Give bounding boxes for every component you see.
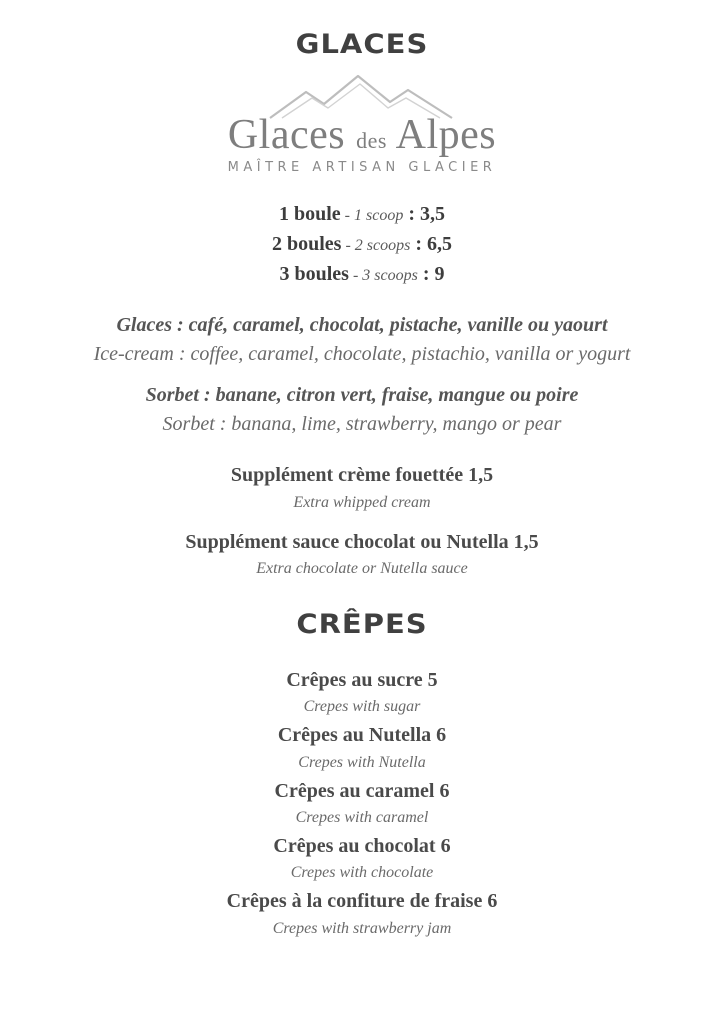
sorbet-flavours-en: Sorbet : banana, lime, strawberry, mango or pear [162,413,562,435]
price-en: 3 scoops [362,267,418,284]
crepe-item-subtitle: Crepes with Nutella [298,754,426,771]
crepe-item-subtitle: Crepes with chocolate [290,864,434,881]
price-line [0,233,724,256]
price-fr: 1 boule [278,203,341,225]
crepe-item-title: Crêpes à la confiture de fraise 6 [226,890,498,912]
crepe-item-title: Crêpes au caramel 6 [274,780,450,802]
crepe-item-subtitle: Crepes with sugar [303,698,421,715]
logo-name-des: des [356,128,387,153]
extra-subtitle: Extra chocolate or Nutella sauce [256,560,468,577]
logo-name-part2: Alpes [395,112,497,158]
price-value: : 6,5 [410,233,453,255]
logo-tagline: MAÎTRE ARTISAN GLACIER [227,160,497,175]
price-sep: - [341,237,355,254]
crepe-item-subtitle: Crepes with caramel [295,809,429,826]
price-fr: 2 boules [271,233,342,255]
price-en: 1 scoop [354,207,404,224]
extra-title: Supplément crème fouettée 1,5 [230,464,494,486]
glaces-des-alpes-logo [0,72,724,175]
price-sep: - [348,267,363,284]
crepe-item-title: Crêpes au sucre 5 [286,669,438,691]
price-en: 2 scoops [354,237,411,254]
glaces-title: GLACES [295,28,429,60]
price-value: : 3,5 [403,203,445,225]
icecream-flavours-fr: Glaces : café, caramel, chocolat, pistache, vanille ou yaourt [116,314,608,336]
icecream-flavours-en: Ice-cream : coffee, caramel, chocolate, pistachio, vanilla or yogurt [93,343,631,365]
price-line [0,203,724,226]
extra-subtitle: Extra whipped cream [293,494,431,511]
price-fr: 3 boules [279,263,349,285]
price-sep: - [340,207,354,224]
crepes-title: CRÊPES [296,608,428,640]
price-line [0,263,724,286]
crepe-item-title: Crêpes au chocolat 6 [273,835,451,857]
crepe-item-title: Crêpes au Nutella 6 [277,724,447,746]
crepe-item-subtitle: Crepes with strawberry jam [272,920,452,937]
sorbet-flavours-fr: Sorbet : banane, citron vert, fraise, mangue ou poire [145,384,579,406]
price-value: : 9 [417,263,445,285]
logo-name-part1: Glaces [227,112,346,158]
logo-name [0,114,724,156]
extra-title: Supplément sauce chocolat ou Nutella 1,5 [185,531,539,553]
